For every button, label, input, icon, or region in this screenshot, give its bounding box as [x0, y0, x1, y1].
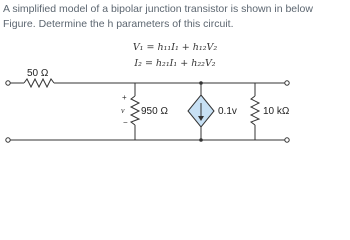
equation-i2: I₂ = h₂₁I₁ + h₂₂V₂: [134, 58, 216, 69]
label-50-ohm: 50 Ω: [27, 68, 49, 79]
equation-v1: V₁ = h₁₁I₁ + h₁₂V₂: [132, 42, 218, 53]
label-950-ohm: 950 Ω: [141, 106, 168, 117]
resistor-10k-ohm: [251, 96, 259, 125]
minus-sign: −: [123, 118, 128, 127]
junction-dot-bottom: [199, 138, 203, 142]
plus-sign: +: [122, 93, 127, 102]
output-terminal-top: [285, 81, 289, 85]
output-terminal-bottom: [285, 138, 289, 142]
resistor-950-ohm: [131, 96, 139, 125]
dependent-current-source: [188, 95, 214, 127]
problem-statement: A simplified model of a bipolar junction transistor is shown in below Figure. Determine the h parameters of this circuit.: [3, 3, 313, 30]
input-terminal-bottom: [6, 138, 10, 142]
input-terminal-top: [6, 81, 10, 85]
label-source-0.1v: 0.1v: [218, 106, 237, 117]
junction-dot-top: [199, 81, 203, 85]
label-10k-ohm: 10 kΩ: [263, 106, 290, 117]
resistor-50-ohm: [24, 79, 54, 87]
voltage-label-v: v: [121, 106, 125, 115]
